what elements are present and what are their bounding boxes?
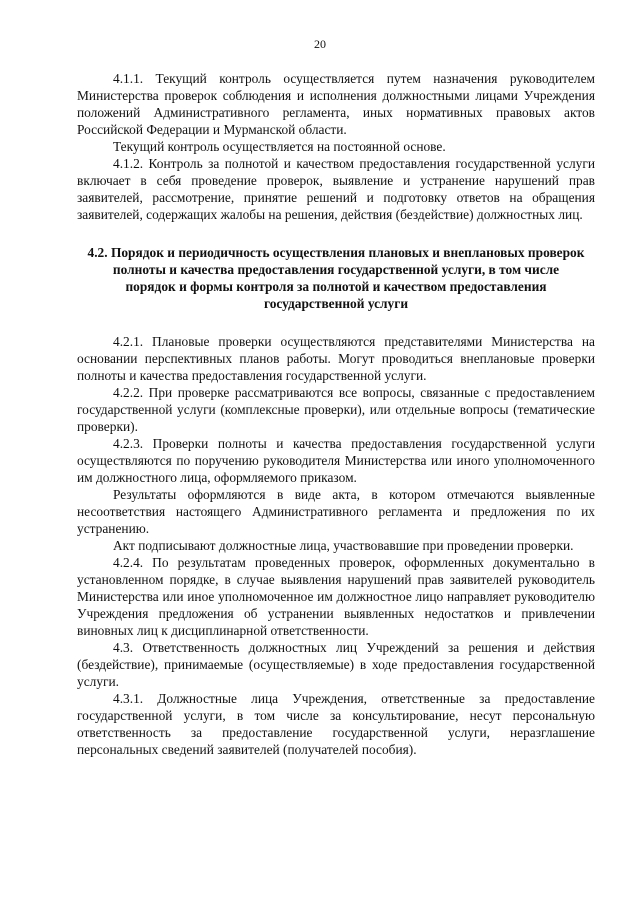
paragraph-results: Результаты оформляются в виде акта, в котором отмечаются выявленные несоответствия настоящего Административного регламента и предложения по их устранению. bbox=[77, 487, 595, 536]
page-number: 20 bbox=[314, 37, 326, 51]
document-body bbox=[77, 70, 595, 758]
section-heading-4-2: 4.2. Порядок и периодичность осуществления плановых и внеплановых проверок полноты и качества предоставления государственной услуги, в том числе порядок и формы контроля за полнотой и качеством предоставления государственной услуги bbox=[87, 245, 585, 311]
paragraph-4-2-4: 4.2.4. По результатам проведенных проверок, оформленных документально в установленном порядке, в случае выявления нарушений прав заявителей руководитель Министерства или иное уполномоченное им должностное лицо направляет руководителю Учреждения предложения об устранении выявленных недостатков и привлечении виновных лиц к дисциплинарной ответственности. bbox=[77, 555, 595, 638]
paragraph-current-control: Текущий контроль осуществляется на постоянной основе. bbox=[113, 139, 446, 154]
paragraph-4-3-1: 4.3.1. Должностные лица Учреждения, ответственные за предоставление государственной услуги, в том числе за консультирование, несут персональную ответственность за предоставление государственной услуги, неразглашение персональных сведений заявителей (получателей пособия). bbox=[77, 691, 595, 757]
paragraph-4-2-1: 4.2.1. Плановые проверки осуществляются представителями Министерства на основании перспективных планов работы. Могут проводиться внеплановые проверки полноты и качества предоставления государственной услуги. bbox=[77, 334, 595, 383]
paragraph-4-2-2: 4.2.2. При проверке рассматриваются все вопросы, связанные с предоставлением государственной услуги (комплексные проверки), или отдельные вопросы (тематические проверки). bbox=[77, 385, 595, 434]
paragraph-act-signing: Акт подписывают должностные лица, участвовавшие при проведении проверки. bbox=[113, 538, 574, 553]
paragraph-4-3: 4.3. Ответственность должностных лиц Учреждений за решения и действия (бездействие), принимаемые (осуществляемые) в ходе предоставления государственной услуги. bbox=[77, 640, 595, 689]
paragraph-4-2-3: 4.2.3. Проверки полноты и качества предоставления государственной услуги осуществляются по поручению руководителя Министерства или иного уполномоченного им должностного лица, оформляемого приказом. bbox=[77, 436, 595, 485]
paragraph-4-1-1: 4.1.1. Текущий контроль осуществляется путем назначения руководителем Министерства проверок соблюдения и исполнения должностными лицами Учреждения положений Административного регламента, иных нормативных правовых актов Российской Федерации и Мурманской области. bbox=[77, 71, 595, 137]
paragraph-4-1-2: 4.1.2. Контроль за полнотой и качеством предоставления государственной услуги включает в себя проведение проверок, выявление и устранение нарушений прав заявителей, рассмотрение, принятие решений и подготовку ответов на обращения заявителей, содержащих жалобы на решения, действия (бездействие) должностных лиц. bbox=[77, 156, 595, 222]
